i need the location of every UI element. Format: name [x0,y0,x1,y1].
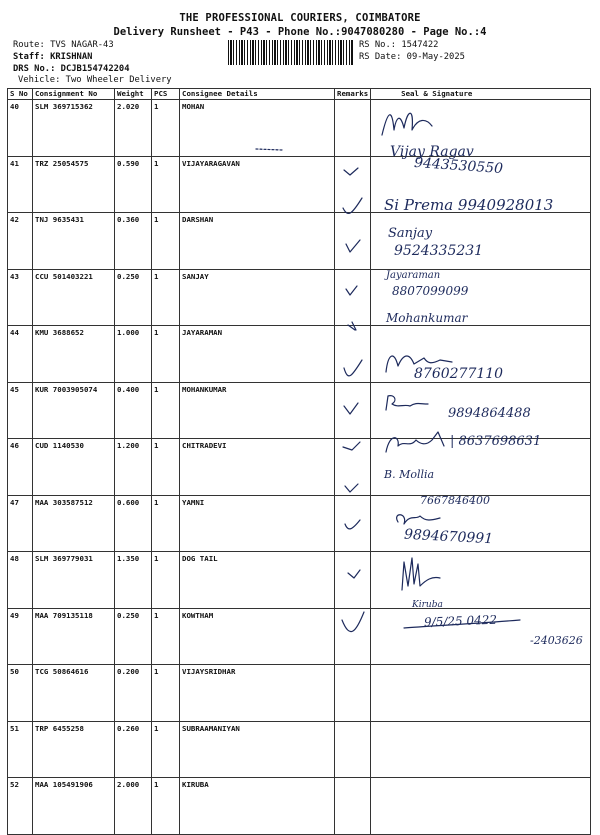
cell-consignment: MAA 105491906 [33,778,115,835]
handwritten-phone: 7667846400 [420,494,490,507]
runsheet-title: Delivery Runsheet - P43 - Phone No.:9047080280 - Page No.:4 [113,26,487,38]
handwritten-phone: 8760277110 [414,366,504,382]
cell-consignment: TRP 6455258 [33,721,115,778]
remark-tick [345,520,360,529]
cell-consignment: CUD 1140530 [33,439,115,496]
cell-pcs: 1 [152,552,180,609]
col-weight: Weight [115,89,152,100]
cell-weight: 0.590 [115,156,152,213]
handwritten-name: B. Mollia [384,468,435,481]
handwritten-number: -2403626 [530,634,583,647]
cell-sno: 45 [8,382,33,439]
cell-consignment: SLM 369779031 [33,552,115,609]
remark-tick [348,322,356,330]
cell-weight: 0.600 [115,495,152,552]
col-remarks: Remarks [335,89,371,100]
cell-consignee: DOG TAIL [180,552,335,609]
cell-pcs: 1 [152,213,180,270]
cell-weight: 0.200 [115,665,152,722]
cell-weight: 1.000 [115,326,152,383]
cell-consignee: SUBRAAMANIYAN [180,721,335,778]
cell-weight: 1.200 [115,439,152,496]
cell-pcs: 1 [152,778,180,835]
handwritten-name: Vijay Ragav [390,144,474,160]
cell-sno: 47 [8,495,33,552]
cell-weight: 0.250 [115,608,152,665]
signature-scribble [386,432,444,452]
cell-sno: 42 [8,213,33,270]
handwritten-name: Jayaraman [386,270,441,281]
signature-scribble [402,558,440,590]
remark-tick [344,360,362,376]
rs-date: RS Date: 09-May-2025 [359,52,465,62]
handwritten-name: Sanjay [388,226,433,241]
signature-scribble [382,113,432,135]
handwritten-phone: | 8637698631 [450,434,542,449]
cell-pcs: 1 [152,156,180,213]
cell-consignment: TRZ 25054575 [33,156,115,213]
cell-pcs: 1 [152,100,180,157]
handwritten-phone: 9894670991 [403,526,494,548]
cell-pcs: 1 [152,721,180,778]
cell-consignee: KOWTHAM [180,608,335,665]
cell-consignment: KMU 3688652 [33,326,115,383]
cell-sno: 43 [8,269,33,326]
cell-weight: 0.250 [115,269,152,326]
cell-consignment: SLM 369715362 [33,100,115,157]
col-consignee: Consignee Details [180,89,335,100]
cell-weight: 2.020 [115,100,152,157]
remark-tick [344,403,358,414]
remark-tick [346,286,357,295]
cell-consignee: CHITRADEVI [180,439,335,496]
cell-consignee: MOHANKUMAR [180,382,335,439]
staff-text: Staff: KRISHNAN [13,52,93,62]
cell-sno: 44 [8,326,33,383]
cell-consignee: MOHAN [180,100,335,157]
cell-sno: 46 [8,439,33,496]
signature-scribble [386,396,428,410]
handwritten-phone: 9524335231 [394,243,484,259]
remark-tick [345,484,358,492]
cell-weight: 0.260 [115,721,152,778]
cell-sno: 51 [8,721,33,778]
cell-pcs: 1 [152,439,180,496]
handwritten-phone: 9443530550 [413,154,504,178]
cell-consignee: JAYARAMAN [180,326,335,383]
handwritten-name: Kiruba [412,600,443,610]
vehicle-text: Vehicle: Two Wheeler Delivery [18,75,172,85]
cell-consignment: CCU 501403221 [33,269,115,326]
cell-sno: 41 [8,156,33,213]
remark-tick [342,612,364,632]
route-text: Route: TVS NAGAR-43 [13,40,114,50]
cell-pcs: 1 [152,269,180,326]
cell-consignee: SANJAY [180,269,335,326]
remark-tick [344,168,358,175]
cell-consignee: YAMNI [180,495,335,552]
remark-tick [343,198,362,213]
handwritten-phone: 9894864488 [448,406,531,421]
cell-sno: 52 [8,778,33,835]
col-consignment: Consignment No [33,89,115,100]
cell-sno: 50 [8,665,33,722]
cell-consignee: VIJAYSRIDHAR [180,665,335,722]
col-pcs: PCS [152,89,180,100]
cell-consignment: KUR 7003905074 [33,382,115,439]
col-sno: S No [8,89,33,100]
remark-tick [346,240,360,252]
remark-tick [348,570,360,578]
cell-consignee: DARSHAN [180,213,335,270]
cell-sno: 48 [8,552,33,609]
handwritten-name-phone: Si Prema 9940928013 [384,196,554,214]
remark-tick [343,442,360,450]
dotted-underline [256,149,282,150]
cell-weight: 2.000 [115,778,152,835]
cell-pcs: 1 [152,326,180,383]
cell-pcs: 1 [152,608,180,665]
cell-weight: 0.400 [115,382,152,439]
cell-pcs: 1 [152,495,180,552]
cell-pcs: 1 [152,665,180,722]
handwritten-name: Mohankumar [386,311,468,325]
cell-consignment: TCG 50864616 [33,665,115,722]
cell-consignee: VIJAYARAGAVAN [180,156,335,213]
drs-number: DRS No.: DCJB154742204 [13,64,130,74]
rs-number: RS No.: 1547422 [359,40,439,50]
cell-consignee: KIRUBA [180,778,335,835]
cell-consignment: MAA 709135118 [33,608,115,665]
cell-weight: 1.350 [115,552,152,609]
handwritten-phone: 8807099099 [392,284,469,298]
cell-consignment: MAA 303587512 [33,495,115,552]
company-title: THE PROFESSIONAL COURIERS, COIMBATORE [179,12,421,24]
col-seal-signature: Seal & Signature [371,89,591,100]
cell-sno: 49 [8,608,33,665]
cell-weight: 0.360 [115,213,152,270]
cell-pcs: 1 [152,382,180,439]
handwritten-date: 9/5/25 0422 [423,612,498,630]
signature-scribble [397,515,440,524]
cell-consignment: TNJ 9635431 [33,213,115,270]
cell-sno: 40 [8,100,33,157]
